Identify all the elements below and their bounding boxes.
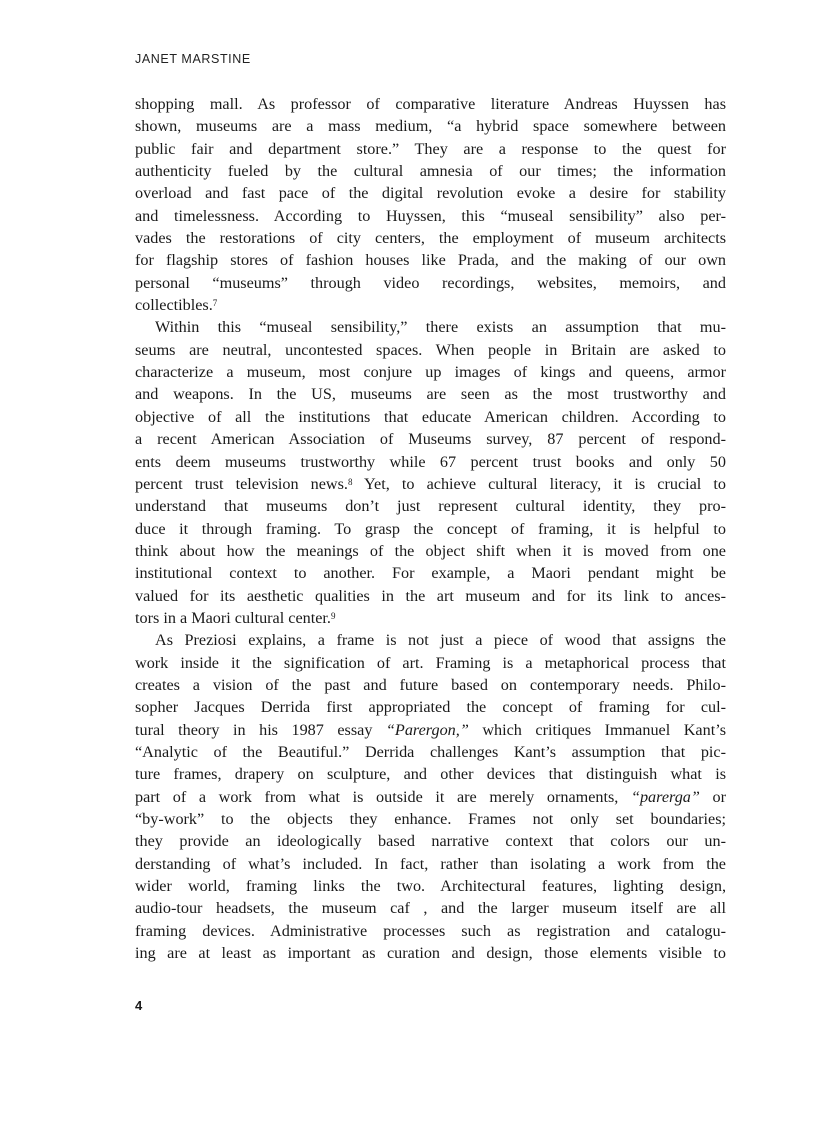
footnote-marker[interactable]: 8 [347,476,353,487]
text-line: a recent American Association of Museums survey, 87 percent of respond- [135,430,726,449]
body-text [135,93,726,964]
text-line: ture frames, drapery on sculpture, and other devices that distinguish what is [135,765,726,784]
text-line: authenticity fueled by the cultural amnesia of our times; the information [135,162,726,181]
text-line: valued for its aesthetic qualities in the art museum and for its link to ances- [135,586,726,605]
paragraph-3 [135,629,726,964]
text-line: understand that museums don’t just represent cultural identity, they pro- [135,497,726,516]
text-line: derstanding of what’s included. In fact, rather than isolating a work from the [135,854,726,873]
footnote-marker[interactable]: 9 [330,610,336,621]
text-line: wider world, framing links the two. Architectural features, lighting design, [135,877,726,896]
text-line: duce it through framing. To grasp the concept of framing, it is helpful to [135,519,726,538]
footnote-marker[interactable]: 7 [212,298,218,309]
paragraph-2 [135,316,726,629]
text-line: vades the restorations of city centers, the employment of museum architects [135,229,726,248]
text-line: public fair and department store.” They are a response to the quest for [135,139,726,158]
text-line: work inside it the signification of art. Framing is a metaphorical process that [135,653,726,672]
text-line: ing are at least as important as curation and design, those elements visible to [135,944,726,963]
text-line: “Analytic of the Beautiful.” Derrida challenges Kant’s assumption that pic- [135,742,726,761]
text-line: percent trust television news.$^8$ Yet, to achieve cultural literacy, it is crucial to [135,474,727,493]
text-line: sopher Jacques Derrida first appropriated the concept of framing for cul- [135,698,726,717]
text-line: tural theory in his 1987 essay “Parergon,” which critiques Immanuel Kant’s [135,720,726,739]
text-line: part of a work from what is outside it are merely ornaments, “parerga” or [135,787,726,806]
text-line: “by-work” to the objects they enhance. Frames not only set boundaries; [135,810,726,828]
text-line: framing devices. Administrative processes such as registration and catalogu- [135,921,726,940]
text-line: personal “museums” through video recordings, websites, memoirs, and [135,273,726,292]
text-line: ents deem museums trustworthy while 67 percent trust books and only 50 [135,452,726,471]
text-line: creates a vision of the past and future based on contemporary needs. Philo- [135,675,726,694]
running-head: JANET MARSTINE [135,52,251,66]
text-line: shown, museums are a mass medium, “a hybrid space somewhere between [135,117,726,136]
text-line: tors in a Maori cultural center.$^9$ [135,608,336,627]
text-line: and timelessness. According to Huyssen, this “museal sensibility” also per- [135,206,726,225]
text-line: collectibles.$^7$ [135,296,218,315]
text-line: audio-tour headsets, the museum caf , and the larger museum itself are all [135,899,726,918]
text-line: seums are neutral, uncontested spaces. When people in Britain are asked to [135,340,726,359]
text-line: characterize a museum, most conjure up images of kings and queens, armor [135,363,726,382]
italic-term: “parerga” [630,787,700,806]
text-line: think about how the meanings of the object shift when it is moved from one [135,541,726,560]
text-line: As Preziosi explains, a frame is not just a piece of wood that assigns the [155,631,726,650]
text-line: they provide an ideologically based narrative context that colors our un- [135,832,726,851]
text-line: overload and fast pace of the digital revolution evoke a desire for stability [135,184,726,203]
text-line: for flagship stores of fashion houses like Prada, and the making of our own [135,251,726,270]
text-line: shopping mall. As professor of comparative literature Andreas Huyssen has [135,95,726,113]
paragraph-1 [135,93,726,316]
italic-title: “Parergon,” [385,720,469,739]
text-line: institutional context to another. For example, a Maori pendant might be [135,564,726,583]
text-line: Within this “museal sensibility,” there exists an assumption that mu- [155,318,726,337]
text-line: and weapons. In the US, museums are seen as the most trustworthy and [135,385,726,404]
page-number: 4 [135,998,143,1013]
text-line: objective of all the institutions that educate American children. According to [135,407,726,426]
